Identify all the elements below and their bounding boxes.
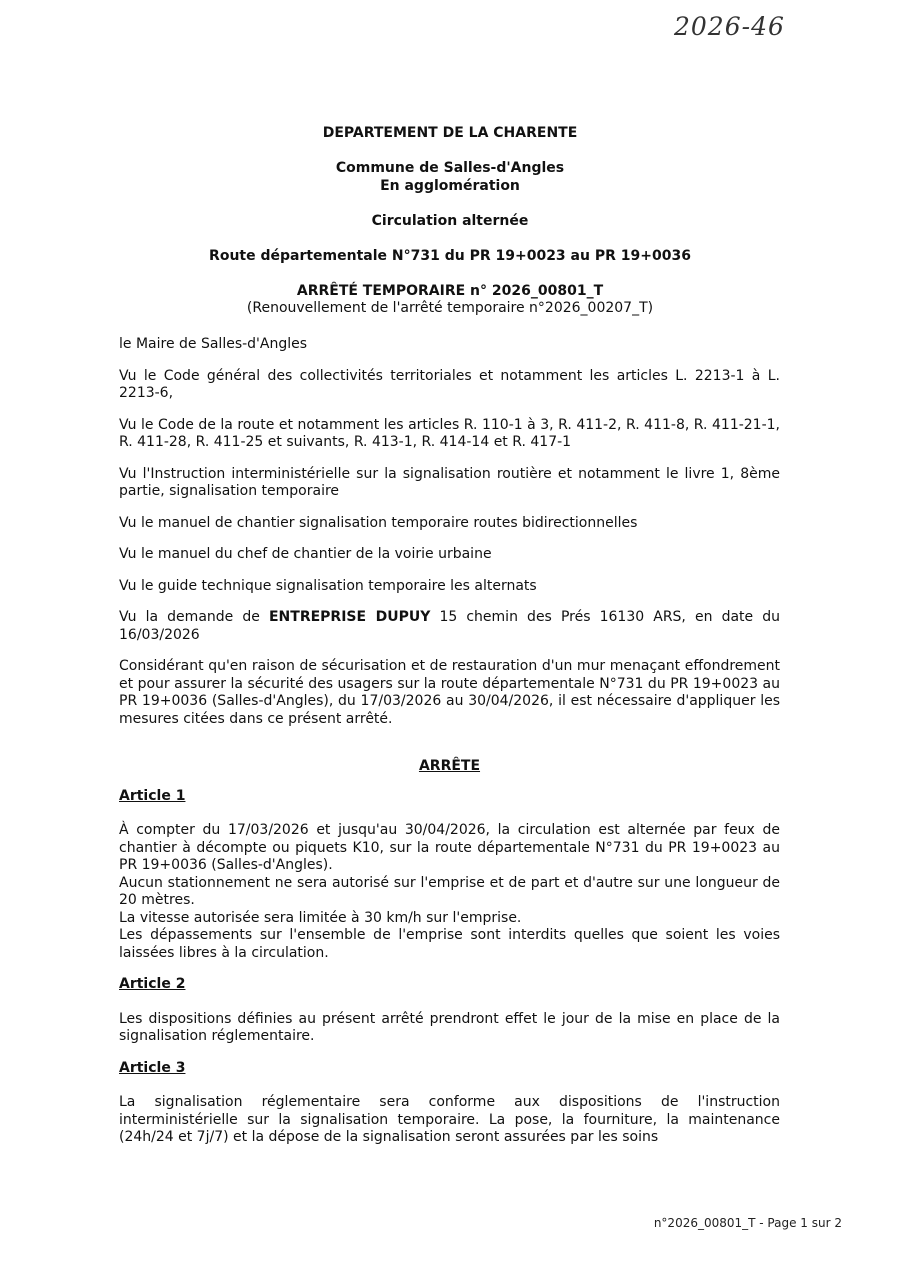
arrete-number-title: ARRÊTÉ TEMPORAIRE n° 2026_00801_T xyxy=(296,282,604,299)
article-1-paragraph: Aucun stationnement ne sera autorisé sur l'emprise et de part et d'autre sur une longueur de 20 mètres. xyxy=(119,874,780,908)
vu-demande xyxy=(119,609,780,644)
vu-code-route: Vu le Code de la route et notamment les articles R. 110-1 à 3, R. 411-2, R. 411-8, R. 411-21-1, R. 411-28, R. 411-25 et suivants, R. 413-1, R. 414-14 et R. 417-1 xyxy=(119,416,780,450)
vu-guide: Vu le guide technique signalisation temporaire les alternats xyxy=(119,577,537,594)
vu-manuel-chef: Vu le manuel du chef de chantier de la voirie urbaine xyxy=(119,546,492,562)
commune-title: Commune de Salles-d'Angles xyxy=(335,160,565,176)
handwritten-reference-number: 2026-46 xyxy=(674,12,785,41)
subject-title: Circulation alternée xyxy=(371,212,529,229)
vu-manuel-chantier: Vu le manuel de chantier signalisation temporaire routes bidirectionnelles xyxy=(119,514,638,531)
article-1-body xyxy=(119,822,780,962)
vu-demande-suffix: 15 chemin des Prés 16130 ARS, en date du 16/03/2026 xyxy=(119,609,781,643)
vu-cgct: Vu le Code général des collectivités territoriales et notamment les articles L. 2213-1 à L. 2213-6, xyxy=(119,367,780,401)
renewal-note: (Renouvellement de l'arrêté temporaire n°2026_00207_T) xyxy=(246,300,654,316)
route-title: Route départementale N°731 du PR 19+0023 au PR 19+0036 xyxy=(209,247,691,264)
article-3-title: Article 3 xyxy=(119,1059,186,1076)
vu-instruction: Vu l'Instruction interministérielle sur la signalisation routière et notamment le livre 1, 8ème partie, signalisation temporaire xyxy=(119,465,780,499)
document-body xyxy=(119,336,780,1161)
vu-demande-prefix: Vu la demande de xyxy=(119,609,269,625)
arrete-heading: ARRÊTE xyxy=(418,758,481,774)
maire-line: le Maire de Salles-d'Angles xyxy=(119,336,308,352)
article-3-paragraph: La signalisation réglementaire sera conforme aux dispositions de l'instruction interministérielle sur la signalisation temporaire. La pose, la fourniture, la maintenance (24h/24 et 7j/7) et la dépose de la signalisation seront assurées par les soins xyxy=(119,1094,780,1145)
department-title: DEPARTEMENT DE LA CHARENTE xyxy=(322,125,578,141)
considerant: Considérant qu'en raison de sécurisation et de restauration d'un mur menaçant effondrement et pour assurer la sécurité des usagers sur la route départementale N°731 du PR 19+0023 au PR 19+0036 (Salles-d'Angles), du 17/03/2026 au 30/04/2026, il est nécessaire d'appliquer les mesures citées dans ce présent arrêté. xyxy=(119,658,780,727)
page-footer: n°2026_00801_T - Page 1 sur 2 xyxy=(653,1216,842,1230)
document-header xyxy=(0,125,900,318)
article-1-title: Article 1 xyxy=(119,787,186,804)
article-1-paragraph: À compter du 17/03/2026 et jusqu'au 30/04/2026, la circulation est alternée par feux de chantier à décompte ou piquets K10, sur la route départementale N°731 du PR 19+0023 au PR 19+0036 (Salles-d'Angles). xyxy=(119,822,780,873)
agglomeration-title: En agglomération xyxy=(380,177,520,194)
article-2-paragraph: Les dispositions définies au présent arrêté prendront effet le jour de la mise en place de la signalisation réglementaire. xyxy=(119,1010,780,1044)
article-3-body xyxy=(119,1094,780,1147)
article-1-paragraph: Les dépassements sur l'ensemble de l'emprise sont interdits quelles que soient les voies laissées libres à la circulation. xyxy=(119,927,780,961)
article-2-body xyxy=(119,1011,780,1046)
article-1-paragraph: La vitesse autorisée sera limitée à 30 km/h sur l'emprise. xyxy=(119,909,522,926)
company-name: ENTREPRISE DUPUY xyxy=(268,609,431,625)
article-2-title: Article 2 xyxy=(119,976,186,992)
